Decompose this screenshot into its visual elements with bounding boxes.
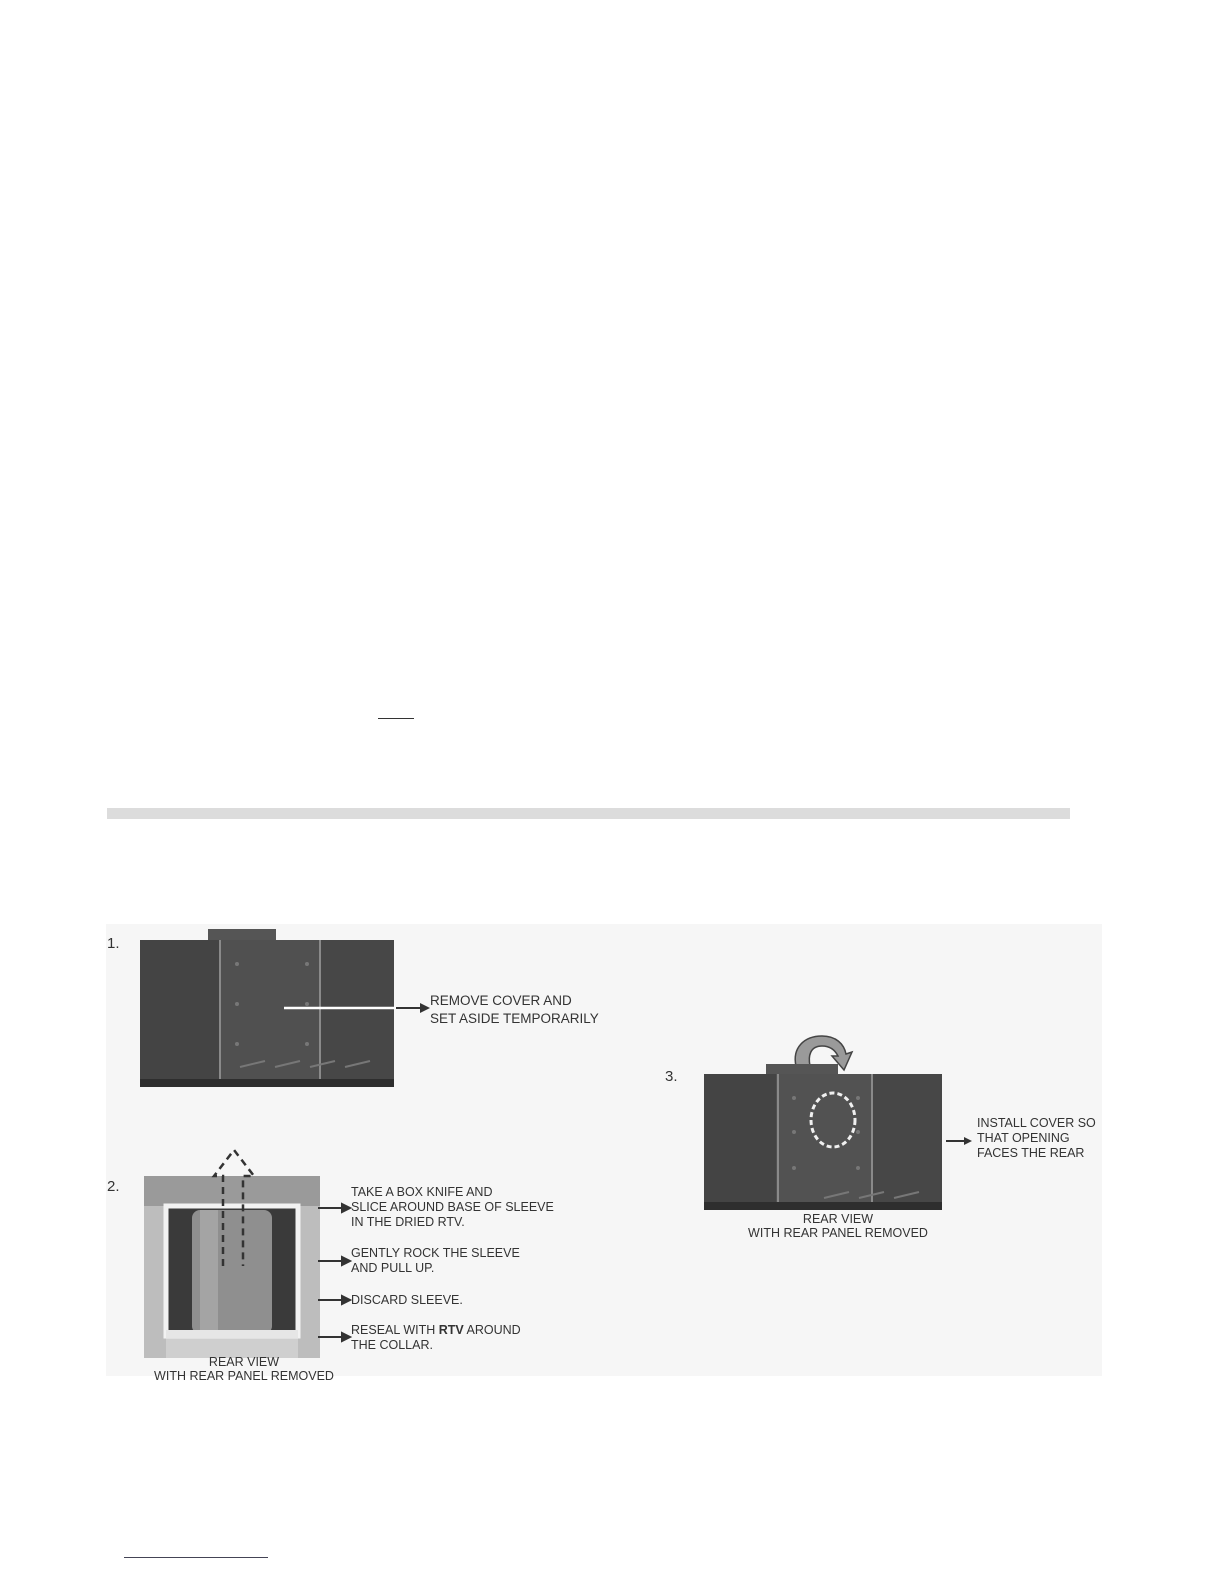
step-3-arrow — [946, 1135, 972, 1147]
step-1-callout-line: SET ASIDE TEMPORARILY — [430, 1011, 599, 1026]
step-3-callout — [977, 1116, 1096, 1161]
caption-line: WITH REAR PANEL REMOVED — [154, 1369, 334, 1383]
callout-text: AROUND — [463, 1323, 521, 1337]
step-3-photo — [704, 1030, 942, 1210]
caption-line: REAR VIEW — [208, 1355, 280, 1369]
callout-line: FACES THE REAR — [977, 1146, 1085, 1160]
callout-emphasis: RTV — [438, 1323, 464, 1337]
step-1-number: 1. — [107, 935, 120, 952]
callout-line: AND PULL UP. — [351, 1261, 435, 1275]
step-3-caption — [738, 1212, 938, 1240]
step-3-number: 3. — [665, 1068, 678, 1085]
callout-line — [351, 1323, 521, 1338]
callout-line: TAKE A BOX KNIFE AND — [351, 1185, 493, 1199]
section-divider — [107, 808, 1070, 819]
callout-line: GENTLY ROCK THE SLEEVE — [351, 1246, 520, 1260]
callout-line: DISCARD SLEEVE. — [351, 1293, 463, 1307]
callout-line: THE COLLAR. — [351, 1338, 433, 1352]
underline-mark — [378, 718, 414, 719]
step-2-callout-discard — [351, 1293, 463, 1308]
callout-line: IN THE DRIED RTV. — [351, 1215, 465, 1229]
callout-line: SLICE AROUND BASE OF SLEEVE — [351, 1200, 554, 1214]
caption-line: REAR VIEW — [802, 1212, 874, 1226]
footer-underline — [124, 1557, 268, 1558]
step-2-callout-reseal — [351, 1323, 521, 1353]
step-1-callout — [430, 992, 599, 1028]
caption-line: WITH REAR PANEL REMOVED — [748, 1226, 928, 1240]
step-2-arrows — [318, 1200, 350, 1340]
callout-text: RESEAL WITH — [351, 1323, 439, 1337]
step-2-number: 2. — [107, 1178, 120, 1195]
step-2-callout-cut — [351, 1185, 554, 1230]
step-2-photo — [144, 1146, 320, 1358]
step-1-arrow — [284, 1002, 430, 1014]
step-1-callout-line: REMOVE COVER AND — [430, 993, 572, 1008]
step-2-caption — [144, 1355, 344, 1383]
step-2-callout-rock — [351, 1246, 520, 1276]
callout-line: INSTALL COVER SO — [977, 1116, 1096, 1130]
callout-line: THAT OPENING — [977, 1131, 1070, 1145]
